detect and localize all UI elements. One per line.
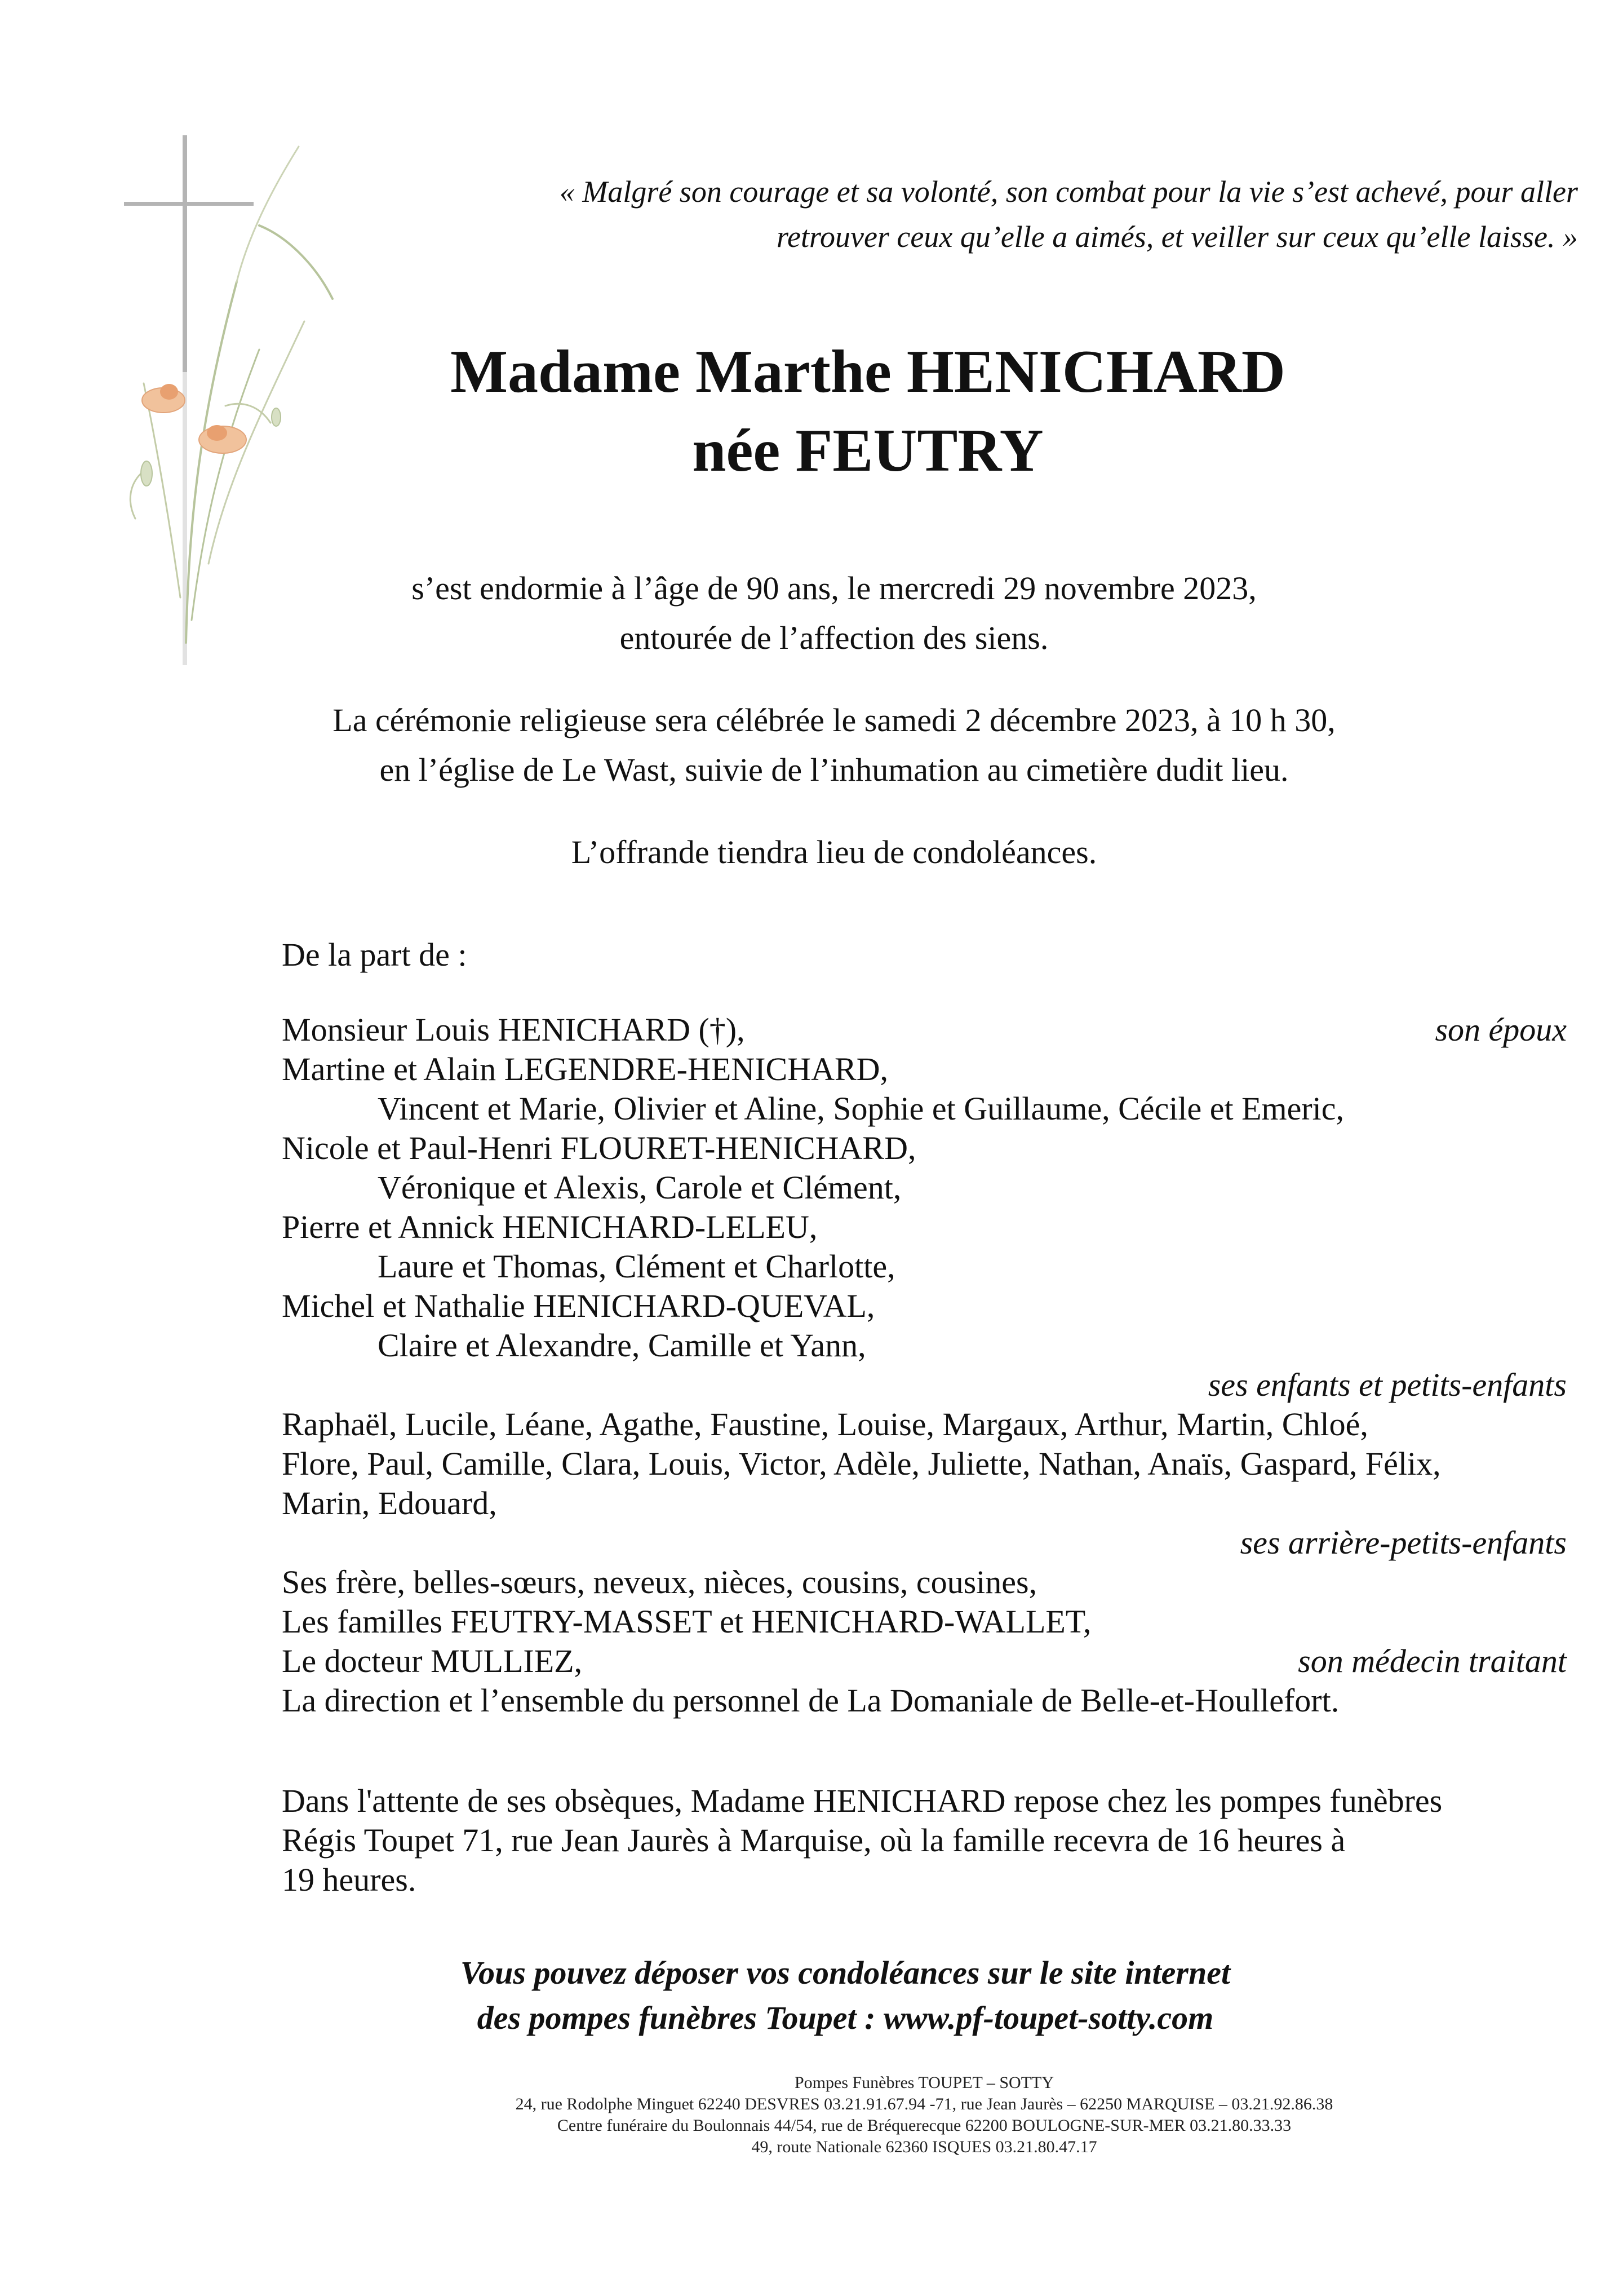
family-row: [282, 1129, 1567, 1168]
deceased-name: Madame Marthe HENICHARD: [450, 338, 1285, 405]
family-row: [282, 1168, 1567, 1207]
family-row: [282, 1326, 1567, 1365]
family-member-text: Pierre et Annick HENICHARD-LELEU,: [282, 1209, 818, 1245]
death-line-1: s’est endormie à l’âge de 90 ans, le mercredi 29 novembre 2023,: [411, 570, 1257, 607]
ceremony-notice: [282, 696, 1386, 795]
footer-line-2: Centre funéraire du Boulonnais 44/54, rue de Bréquerecque 62200 BOULOGNE-SUR-MER 03.21.80.33.33: [557, 2116, 1292, 2135]
wake-info: [282, 1781, 1578, 1900]
family-row: [282, 1365, 1567, 1405]
opening-quote: [338, 169, 1578, 259]
family-row: [282, 1681, 1567, 1720]
family-member-text: Michel et Nathalie HENICHARD-QUEVAL,: [282, 1288, 875, 1324]
funeral-home-footer: [394, 2072, 1454, 2158]
family-list: [282, 1010, 1567, 1720]
family-row: [282, 1405, 1567, 1444]
family-member-text: Raphaël, Lucile, Léane, Agathe, Faustine, Louise, Margaux, Arthur, Martin, Chloé,: [282, 1406, 1368, 1443]
offering-notice: L’offrande tiendra lieu de condoléances.: [571, 834, 1097, 870]
family-member-text: La direction et l’ensemble du personnel de La Domaniale de Belle-et-Houllefort.: [282, 1682, 1340, 1719]
family-row: [282, 1286, 1567, 1326]
family-relation: ses enfants et petits-enfants: [1208, 1366, 1567, 1403]
family-member-text: Marin, Edouard,: [282, 1485, 497, 1521]
family-row: [282, 1010, 1567, 1050]
family-member-text: Véronique et Alexis, Carole et Clément,: [378, 1169, 902, 1206]
family-row: [282, 1050, 1567, 1089]
quote-line-2: retrouver ceux qu’elle a aimés, et veiller sur ceux qu’elle laisse. »: [776, 220, 1578, 254]
death-line-2: entourée de l’affection des siens.: [619, 620, 1049, 656]
family-row: [282, 1089, 1567, 1129]
family-row: [282, 1563, 1567, 1602]
ceremony-line-2: en l’église de Le Wast, suivie de l’inhumation au cimetière dudit lieu.: [379, 751, 1289, 788]
online-line-2: des pompes funèbres Toupet : www.pf-toupet-sotty.com: [477, 1999, 1214, 2036]
footer-line-3: 49, route Nationale 62360 ISQUES 03.21.80.47.17: [751, 2138, 1097, 2156]
wake-line-2: Régis Toupet 71, rue Jean Jaurès à Marquise, où la famille recevra de 16 heures à: [282, 1822, 1346, 1859]
online-line-1: Vous pouvez déposer vos condoléances sur le site internet: [460, 1954, 1231, 1991]
family-member-text: Le docteur MULLIEZ,: [282, 1643, 583, 1679]
footer-line-1: 24, rue Rodolphe Minguet 62240 DESVRES 03.21.91.67.94 -71, rue Jean Jaurès – 62250 MARQUISE – 03.21.92.86.38: [515, 2095, 1333, 2113]
family-member-text: Vincent et Marie, Olivier et Aline, Sophie et Guillaume, Cécile et Emeric,: [378, 1090, 1345, 1127]
quote-line-1: « Malgré son courage et sa volonté, son combat pour la vie s’est achevé, pour aller: [559, 175, 1578, 209]
family-member-text: Les familles FEUTRY-MASSET et HENICHARD-WALLET,: [282, 1603, 1092, 1640]
wake-line-1: Dans l'attente de ses obsèques, Madame HENICHARD repose chez les pompes funèbres: [282, 1782, 1443, 1819]
family-member-text: Flore, Paul, Camille, Clara, Louis, Victor, Adèle, Juliette, Nathan, Anaïs, Gaspard, Félix,: [282, 1445, 1441, 1482]
family-relation: son époux: [1435, 1011, 1567, 1048]
from-label: De la part de :: [282, 936, 467, 973]
announcement: [282, 564, 1386, 877]
online-condolences: [338, 1950, 1353, 2041]
family-row: [282, 1484, 1567, 1523]
family-member-text: Ses frère, belles-sœurs, neveux, nièces, cousins, cousines,: [282, 1564, 1037, 1600]
family-member-text: Nicole et Paul-Henri FLOURET-HENICHARD,: [282, 1130, 916, 1166]
family-member-text: Martine et Alain LEGENDRE-HENICHARD,: [282, 1051, 889, 1087]
family-row: [282, 1523, 1567, 1563]
wake-line-3: 19 heures.: [282, 1861, 416, 1898]
footer-company: Pompes Funèbres TOUPET – SOTTY: [794, 2073, 1054, 2092]
family-relation: son médecin traitant: [1298, 1643, 1567, 1679]
family-row: [282, 1444, 1567, 1484]
deceased-birth-name: née FEUTRY: [692, 417, 1044, 484]
family-relation: ses arrière-petits-enfants: [1240, 1524, 1567, 1561]
deceased-name-block: [394, 333, 1341, 490]
family-row: [282, 1207, 1567, 1247]
ceremony-line-1: La cérémonie religieuse sera célébrée le samedi 2 décembre 2023, à 10 h 30,: [332, 702, 1336, 738]
family-row: [282, 1602, 1567, 1642]
death-notice: [282, 564, 1386, 663]
family-member-text: Claire et Alexandre, Camille et Yann,: [378, 1327, 866, 1364]
family-member-text: Laure et Thomas, Clément et Charlotte,: [378, 1248, 895, 1285]
family-row: [282, 1642, 1567, 1681]
family-member-text: Monsieur Louis HENICHARD (†),: [282, 1011, 745, 1048]
family-row: [282, 1247, 1567, 1286]
